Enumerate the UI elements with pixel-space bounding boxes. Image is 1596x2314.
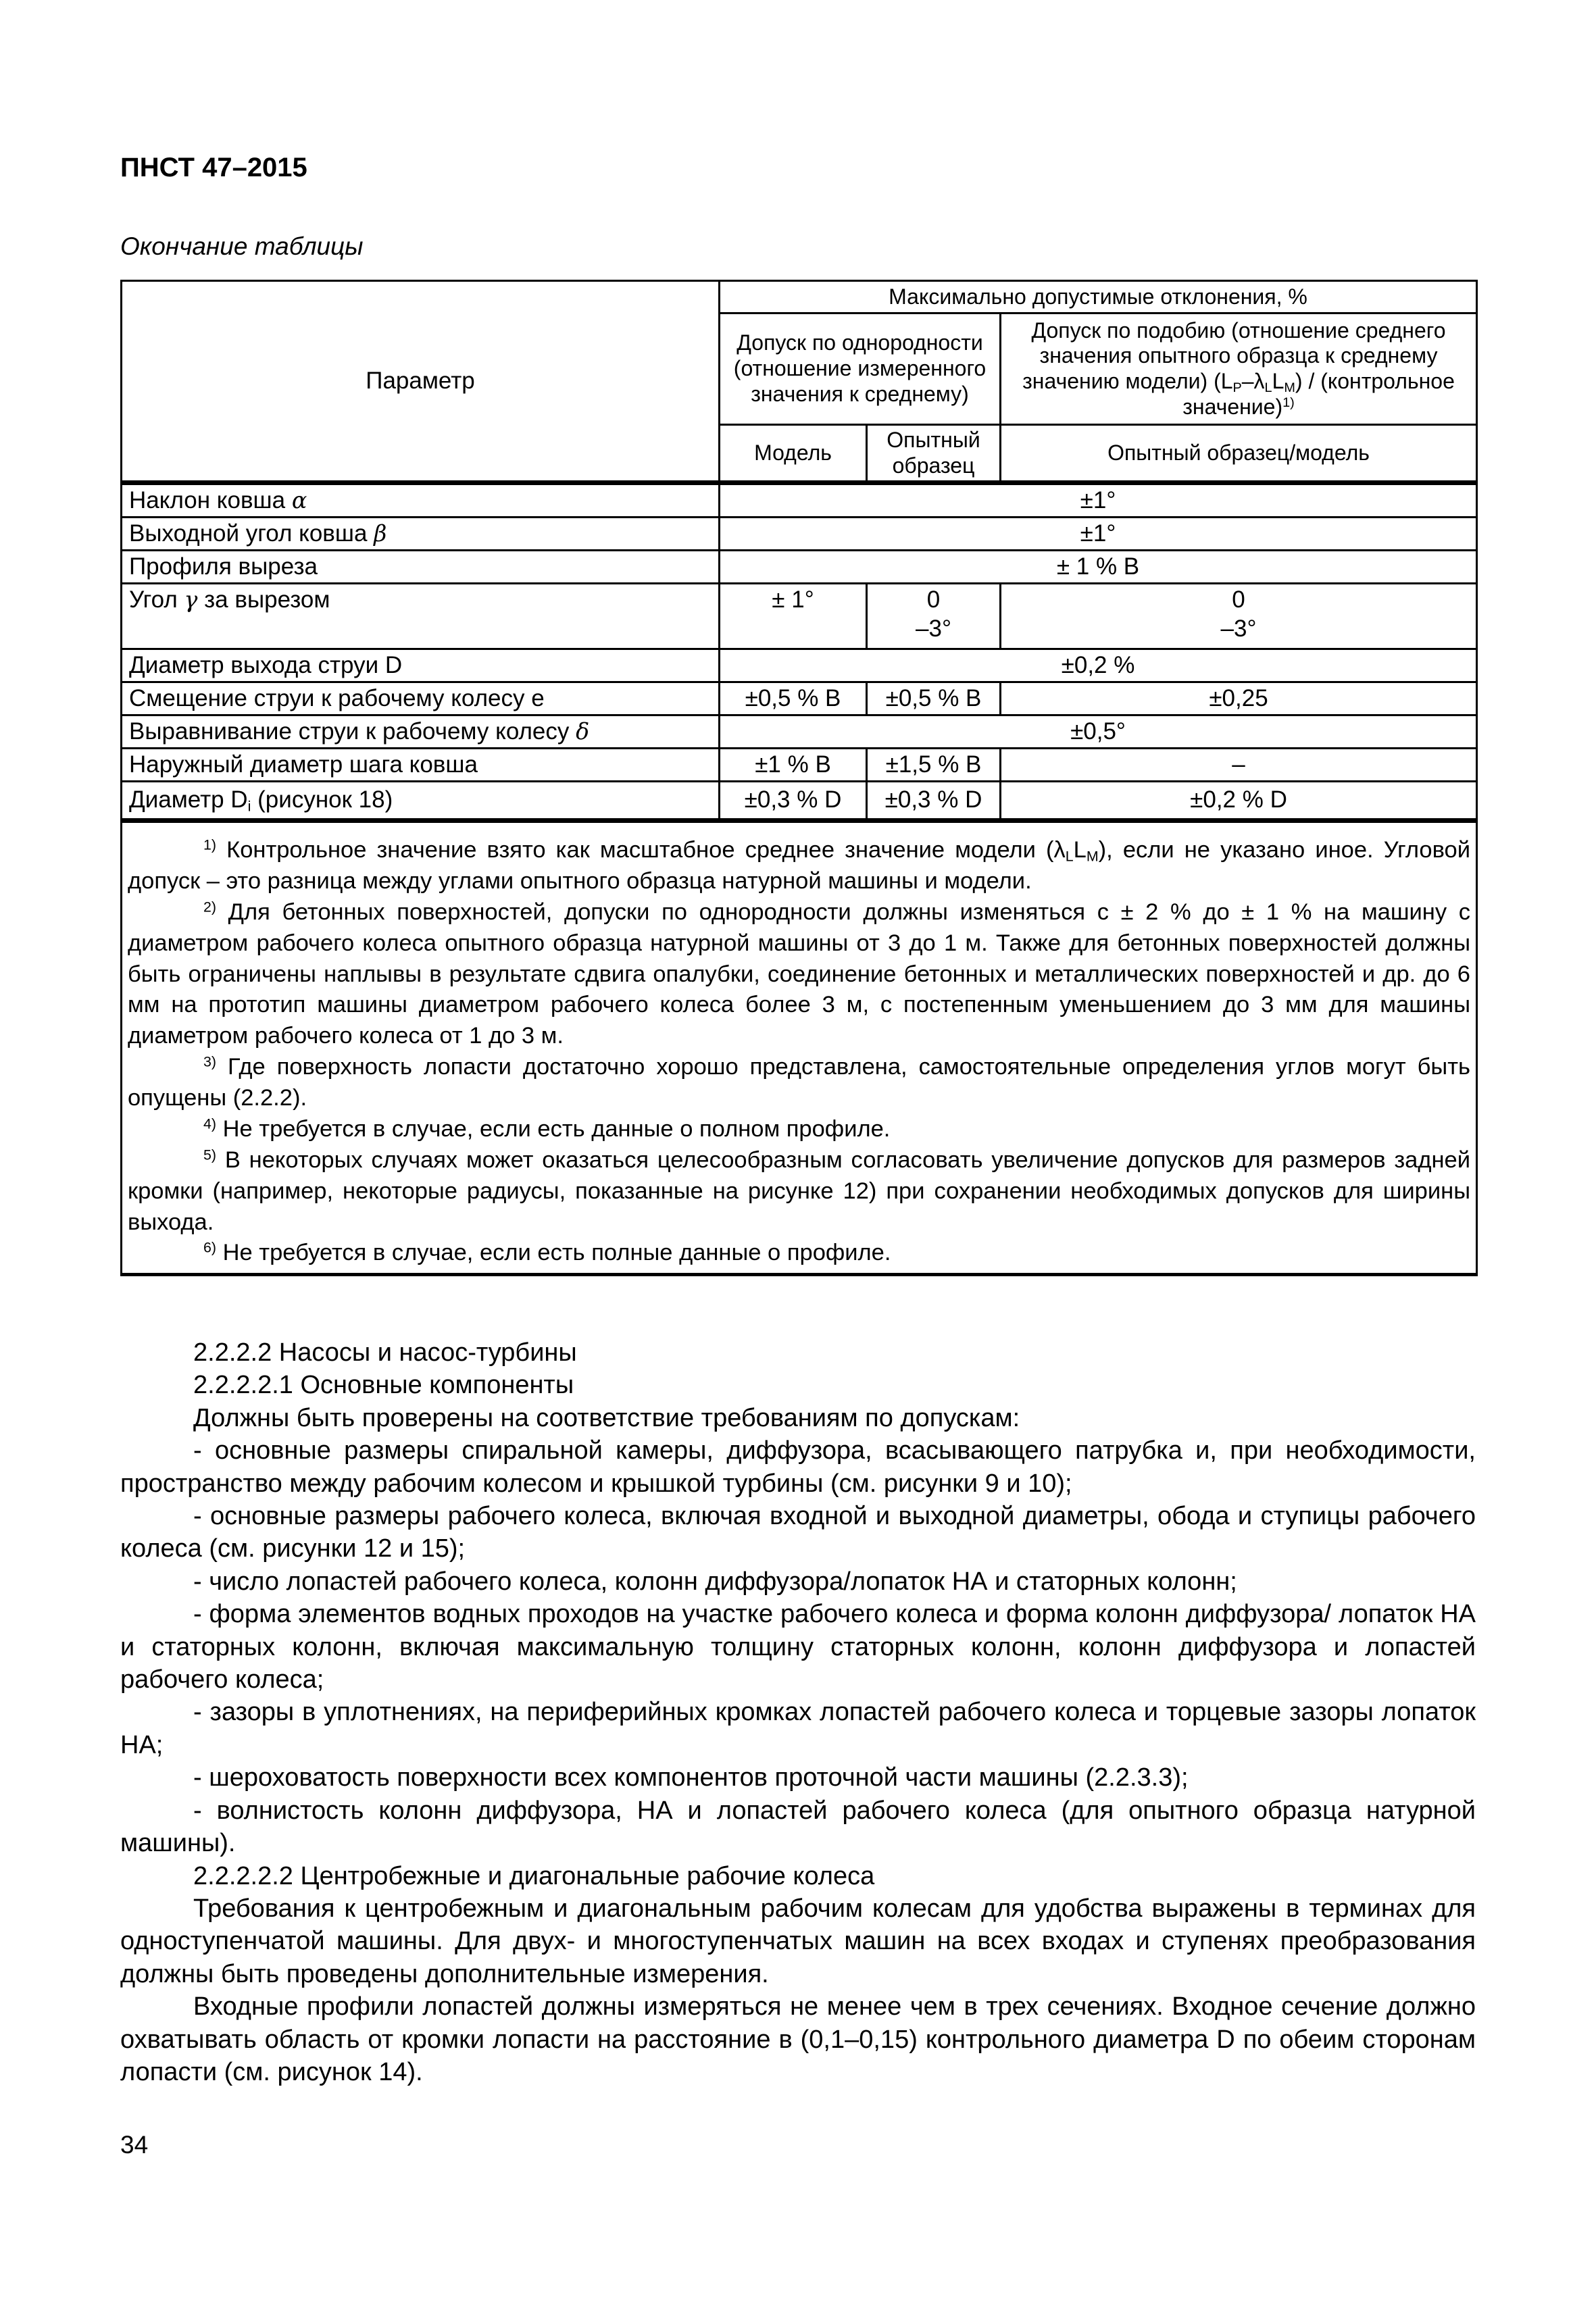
row-parameter: Выходной угол ковша β: [122, 518, 720, 551]
row-value-prototype: ±1,5 % B: [867, 749, 1001, 782]
row-value-prototype: ±0,3 % D: [867, 782, 1001, 821]
footnote-3: $^{3)}$ Где поверхность лопасти достаточно хорошо представлена, самостоятельные определения углов могут быть опущены (2.2.2).: [128, 1053, 1470, 1111]
subsection-heading: 2.2.2.2.1 Основные компоненты: [193, 1371, 574, 1400]
footnote-5: $^{5)}$ В некоторых случаях может оказаться целесообразным согласовать увеличение допусков для размеров задней кромки (например, некоторые радиусы, показанные на рисунке 12) при сохранении необходимых допусков для ширины выхода.: [128, 1147, 1470, 1235]
row-value-merged: ±1°: [720, 518, 1477, 551]
row-value-merged: ±0,5°: [720, 715, 1477, 749]
row-value-model: ± 1°: [720, 584, 867, 649]
row-value-merged: ± 1 % B: [720, 551, 1477, 584]
footnote-2: $^{2)}$ Для бетонных поверхностей, допуски по однородности должны изменяться с ± 2 % до ± 1 % на машину с диаметром рабочего колеса опытного образца натурной машины от 3 до 1 м. Также для бетонных поверхностей должны быть ограничены наплывы в результате сдвига опалубки, соединение бетонных и металлических поверхностей и др. до 6 мм на прототип машины диаметром рабочего колеса более 3 м, с постепенным уменьшением до 3 мм для машины диаметром рабочего колеса от 1 до 3 м.: [128, 899, 1470, 1049]
list-item: - форма элементов водных проходов на участке рабочего колеса и форма колонн диффузора/ лопаток НА и статорных колонн, включая максимальную толщину статорных колонн, колонн диффузора и лопастей рабочего колеса;: [120, 1600, 1476, 1694]
header-model: Модель: [720, 425, 867, 483]
table-row: [122, 782, 1477, 821]
row-value-similarity: ±0,25: [1001, 682, 1477, 715]
row-value-similarity: –: [1001, 749, 1477, 782]
row-parameter: Диаметр выхода струи D: [122, 649, 720, 682]
table-caption: Окончание таблицы: [120, 232, 364, 260]
page-number: 34: [120, 2131, 149, 2159]
header-prototype-model: Опытный образец/модель: [1001, 425, 1477, 483]
paragraph: Должны быть проверены на соответствие требованиям по допускам:: [193, 1403, 1020, 1432]
list-item: - зазоры в уплотнениях, на периферийных кромках лопастей рабочего колеса и торцевые зазоры лопаток НА;: [120, 1698, 1476, 1759]
table-row: [122, 584, 1477, 649]
row-parameter: Наружный диаметр шага ковша: [122, 749, 720, 782]
list-item: - основные размеры спиральной камеры, диффузора, всасывающего патрубка и, при необходимости, пространство между рабочим колесом и крышкой турбины (см. рисунки 9 и 10);: [120, 1436, 1476, 1498]
subsection-heading: 2.2.2.2.2 Центробежные и диагональные рабочие колеса: [193, 1861, 875, 1890]
list-item: - волнистость колонн диффузора, НА и лопастей рабочего колеса (для опытного образца натурной машины).: [120, 1796, 1476, 1858]
list-item: - основные размеры рабочего колеса, включая входной и выходной диаметры, обода и ступицы рабочего колеса (см. рисунки 12 и 15);: [120, 1502, 1476, 1563]
table-row: [122, 518, 1477, 551]
header-parameter: Параметр: [122, 281, 720, 483]
header-max-deviations: Максимально допустимые отклонения, %: [720, 281, 1477, 313]
tolerance-table: [120, 280, 1478, 1276]
table-row: [122, 715, 1477, 749]
row-parameter: Выравнивание струи к рабочему колесу δ: [122, 715, 720, 749]
row-parameter: Профиля выреза: [122, 551, 720, 584]
row-value-model: ±1 % B: [720, 749, 867, 782]
table-row: [122, 551, 1477, 584]
section-heading: 2.2.2.2 Насосы и насос-турбины: [193, 1338, 577, 1367]
document-code: ПНСТ 47–2015: [120, 153, 307, 182]
list-item: - число лопастей рабочего колеса, колонн диффузора/лопаток НА и статорных колонн;: [193, 1567, 1237, 1596]
paragraph: Требования к центробежным и диагональным рабочим колесам для удобства выражены в терминах для одноступенчатой машины. Для двух- и многоступенчатых машин на всех входах и ступенях преобразования должны быть проведены дополнительные измерения.: [120, 1894, 1476, 1988]
table-row: [122, 649, 1477, 682]
footnote-6: $^{6)}$ Не требуется в случае, если есть полные данные о профиле.: [203, 1239, 891, 1266]
footnote-1: $^{1)}$ Контрольное значение взято как масштабное среднее значение модели $(\lambda_LL_M)$, если не указано иное. Угловой допуск – это разница между углами опытного образца натурной машины и модели.: [128, 836, 1470, 894]
row-value-model: ±0,3 % D: [720, 782, 867, 821]
row-value-merged: ±1°: [720, 483, 1477, 518]
row-parameter: Наклон ковша α: [122, 483, 720, 518]
row-value-prototype: ±0,5 % B: [867, 682, 1001, 715]
list-item: - шероховатость поверхности всех компонентов проточной части машины (2.2.3.3);: [193, 1763, 1189, 1792]
body-text: [120, 1336, 1476, 2088]
table-row: [122, 483, 1477, 518]
row-value-model: ±0,5 % B: [720, 682, 867, 715]
row-parameter: Смещение струи к рабочему колесу e: [122, 682, 720, 715]
row-parameter: Угол γ за вырезом: [122, 584, 720, 649]
table-row: [122, 682, 1477, 715]
table-footnotes: [122, 821, 1477, 1275]
header-uniformity: Допуск по однородности (отношение измеренного значения к среднему): [720, 313, 1001, 425]
row-value-merged: ±0,2 %: [720, 649, 1477, 682]
footnote-4: $^{4)}$ Не требуется в случае, если есть данные о полном профиле.: [203, 1115, 891, 1142]
header-similarity: Допуск по подобию (отношение среднего значения опытного образца к среднему значению модели) $(L_P-\lambda_LL_M)$ / (контрольное значение)$^{1)}$: [1001, 313, 1477, 425]
row-parameter: Диаметр $D_i$ (рисунок 18): [122, 782, 720, 821]
row-value-similarity: 0 –3°: [1001, 584, 1477, 649]
footnotes-row: [122, 821, 1477, 1275]
paragraph: Входные профили лопастей должны измеряться не менее чем в трех сечениях. Входное сечение должно охватывать область от кромки лопасти на расстояние в (0,1–0,15) контрольного диаметра D по обеим сторонам лопасти (см. рисунок 14).: [120, 1992, 1476, 2086]
row-value-prototype: 0 –3°: [867, 584, 1001, 649]
header-prototype: Опытный образец: [867, 425, 1001, 483]
table-row: [122, 749, 1477, 782]
row-value-similarity: ±0,2 % D: [1001, 782, 1477, 821]
